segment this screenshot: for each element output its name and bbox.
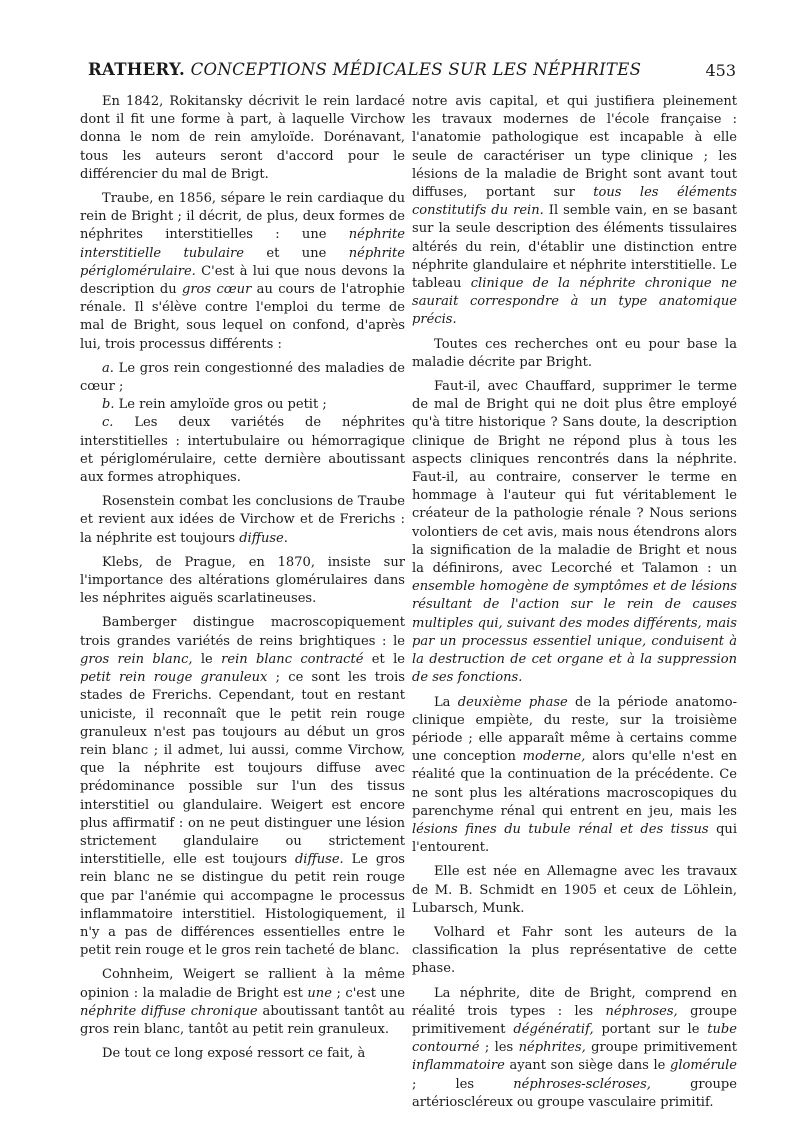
right-column [412,93,737,1118]
paragraph: notre avis capital, et qui justifiera pleinement les travaux modernes de l'école française : l'anatomie pathologique est incapable à elle seule de caractériser un type clinique ; les lésions de la maladie de Bright sont avant tout diffuses, portant sur tous les éléments constitutifs du rein. Il semble vain, en se basant sur la seule description des éléments tissulaires altérés du rein, d'établir une distinction entre néphrite glandulaire et néphrite interstitielle. Le tableau clinique de la néphrite chronique ne saurait correspondre à un type anatomique précis. [412,94,738,328]
paragraph: Faut-il, avec Chauffard, supprimer le terme de mal de Bright qui ne doit plus être employé qu'à titre historique ? Sans doute, la description clinique de Bright ne répond plus à tous les aspects cliniques rencontrés dans la néphrite. Faut-il, au contraire, conserver le terme en hommage à l'auteur qui fut véritablement le créateur de la pathologie rénale ? Nous serions volontiers de cet avis, mais nous étendrons alors la signification de la maladie de Bright et nous la définirons, avec Lecorché et Talamon : un ensemble homogène de symptômes et de lésions résultant de l'action sur le rein de causes multiples qui, suivant des modes différents, mais par un processus essentiel unique, conduisent à la destruction de cet organe et à la suppression de ses fonctions. [412,379,737,686]
paragraph: De tout ce long exposé ressort ce fait, à [102,1046,366,1062]
header-title: CONCEPTIONS MÉDICALES SUR LES NÉPHRITES [190,60,642,79]
paragraph: Traube, en 1856, sépare le rein cardiaque du rein de Bright ; il décrit, de plus, deux formes de néphrites interstitielles : une néphrite interstitielle tubulaire et une néphrite périglomérulaire. C'est à lui que nous devons la description du gros cœur au cours de l'atrophie rénale. Il s'élève contre l'emploi du terme de mal de Bright, sous lequel on confond, d'après lui, trois processus différents : [80,191,405,352]
list-item: b. Le rein amyloïde gros ou petit ; [102,397,327,413]
paragraph: La néphrite, dite de Bright, comprend en réalité trois types : les néphroses, groupe primitivement dégénératif, portant sur le tube contourné ; les néphrites, groupe primitivement inflammatoire ayant son siège dans le glomérule ; les néphroses-scléroses, groupe artérioscléreux ou groupe vasculaire primitif. [412,985,737,1110]
list-item: a. Le gros rein congestionné des maladies de cœur ; [80,360,405,395]
running-title [88,60,641,79]
paragraph: Bamberger distingue macroscopiquement trois grandes variétés de reins brightiques : le gros rein blanc, le rein blanc contracté et le petit rein rouge granuleux ; ce sont les trois stades de Frerichs. Cependant, tout en restant uniciste, il reconnaît que le petit rein rouge granuleux n'est pas toujours au début un gros rein blanc ; il admet, lui aussi, comme Virchow, que la néphrite est toujours diffuse avec prédominance possible sur l'un des tissus interstitiel ou glandulaire. Weigert est encore plus affirmatif : on ne peut distinguer une lésion strictement glandulaire ou strictement interstitielle, elle est toujours diffuse. Le gros rein blanc ne se distingue du petit rein rouge que par l'anémie qui accompagne le processus inflammatoire interstitiel. Histologiquement, il n'y a pas de différences essentielles entre le petit rein rouge et le gros rein tacheté de blanc. [80,615,405,959]
paragraph: Rosenstein combat les conclusions de Traube et revient aux idées de Virchow et de Frerichs : la néphrite est toujours diffuse. [80,494,405,546]
paragraph: La deuxième phase de la période anatomo-clinique empiète, du reste, sur la troisième période ; elle apparaît même à certains comme une conception moderne, alors qu'elle n'est en réalité que la continuation de la précédente. Ce ne sont plus les altérations macroscopiques du parenchyme rénal qui entrent en jeu, mais les lésions fines du tubule rénal et des tissus qui l'entourent. [412,694,738,856]
left-column [80,93,405,1069]
paragraph: Elle est née en Allemagne avec les travaux de M. B. Schmidt en 1905 et ceux de Löhlein, Lubarsch, Munk. [412,864,737,916]
paragraph: Toutes ces recherches ont eu pour base la maladie décrite par Bright. [412,336,737,370]
list-item: c. Les deux variétés de néphrites interstitielles : intertubulaire ou hémorragique et périglomérulaire, cette dernière aboutissant aux formes atrophiques. [80,415,405,486]
paragraph: Klebs, de Prague, en 1870, insiste sur l'importance des altérations glomérulaires dans les néphrites aiguës scarlatineuses. [80,554,405,607]
paragraph: En 1842, Rokitansky décrivit le rein lardacé dont il fit une forme à part, à laquelle Virchow donna le nom de rein amyloïde. Dorénavant, tous les auteurs seront d'accord pour le différencier du mal de Brigt. [80,94,405,182]
page-number: 453 [705,61,736,80]
header-author: RATHERY. [88,60,186,79]
paragraph: Cohnheim, Weigert se rallient à la même opinion : la maladie de Bright est une ; c'est une néphrite diffuse chronique aboutissant tantôt au gros rein blanc, tantôt au petit rein granuleux. [80,967,406,1037]
running-header [88,60,736,88]
paragraph: Volhard et Fahr sont les auteurs de la classification la plus représentative de cette phase. [412,924,737,977]
